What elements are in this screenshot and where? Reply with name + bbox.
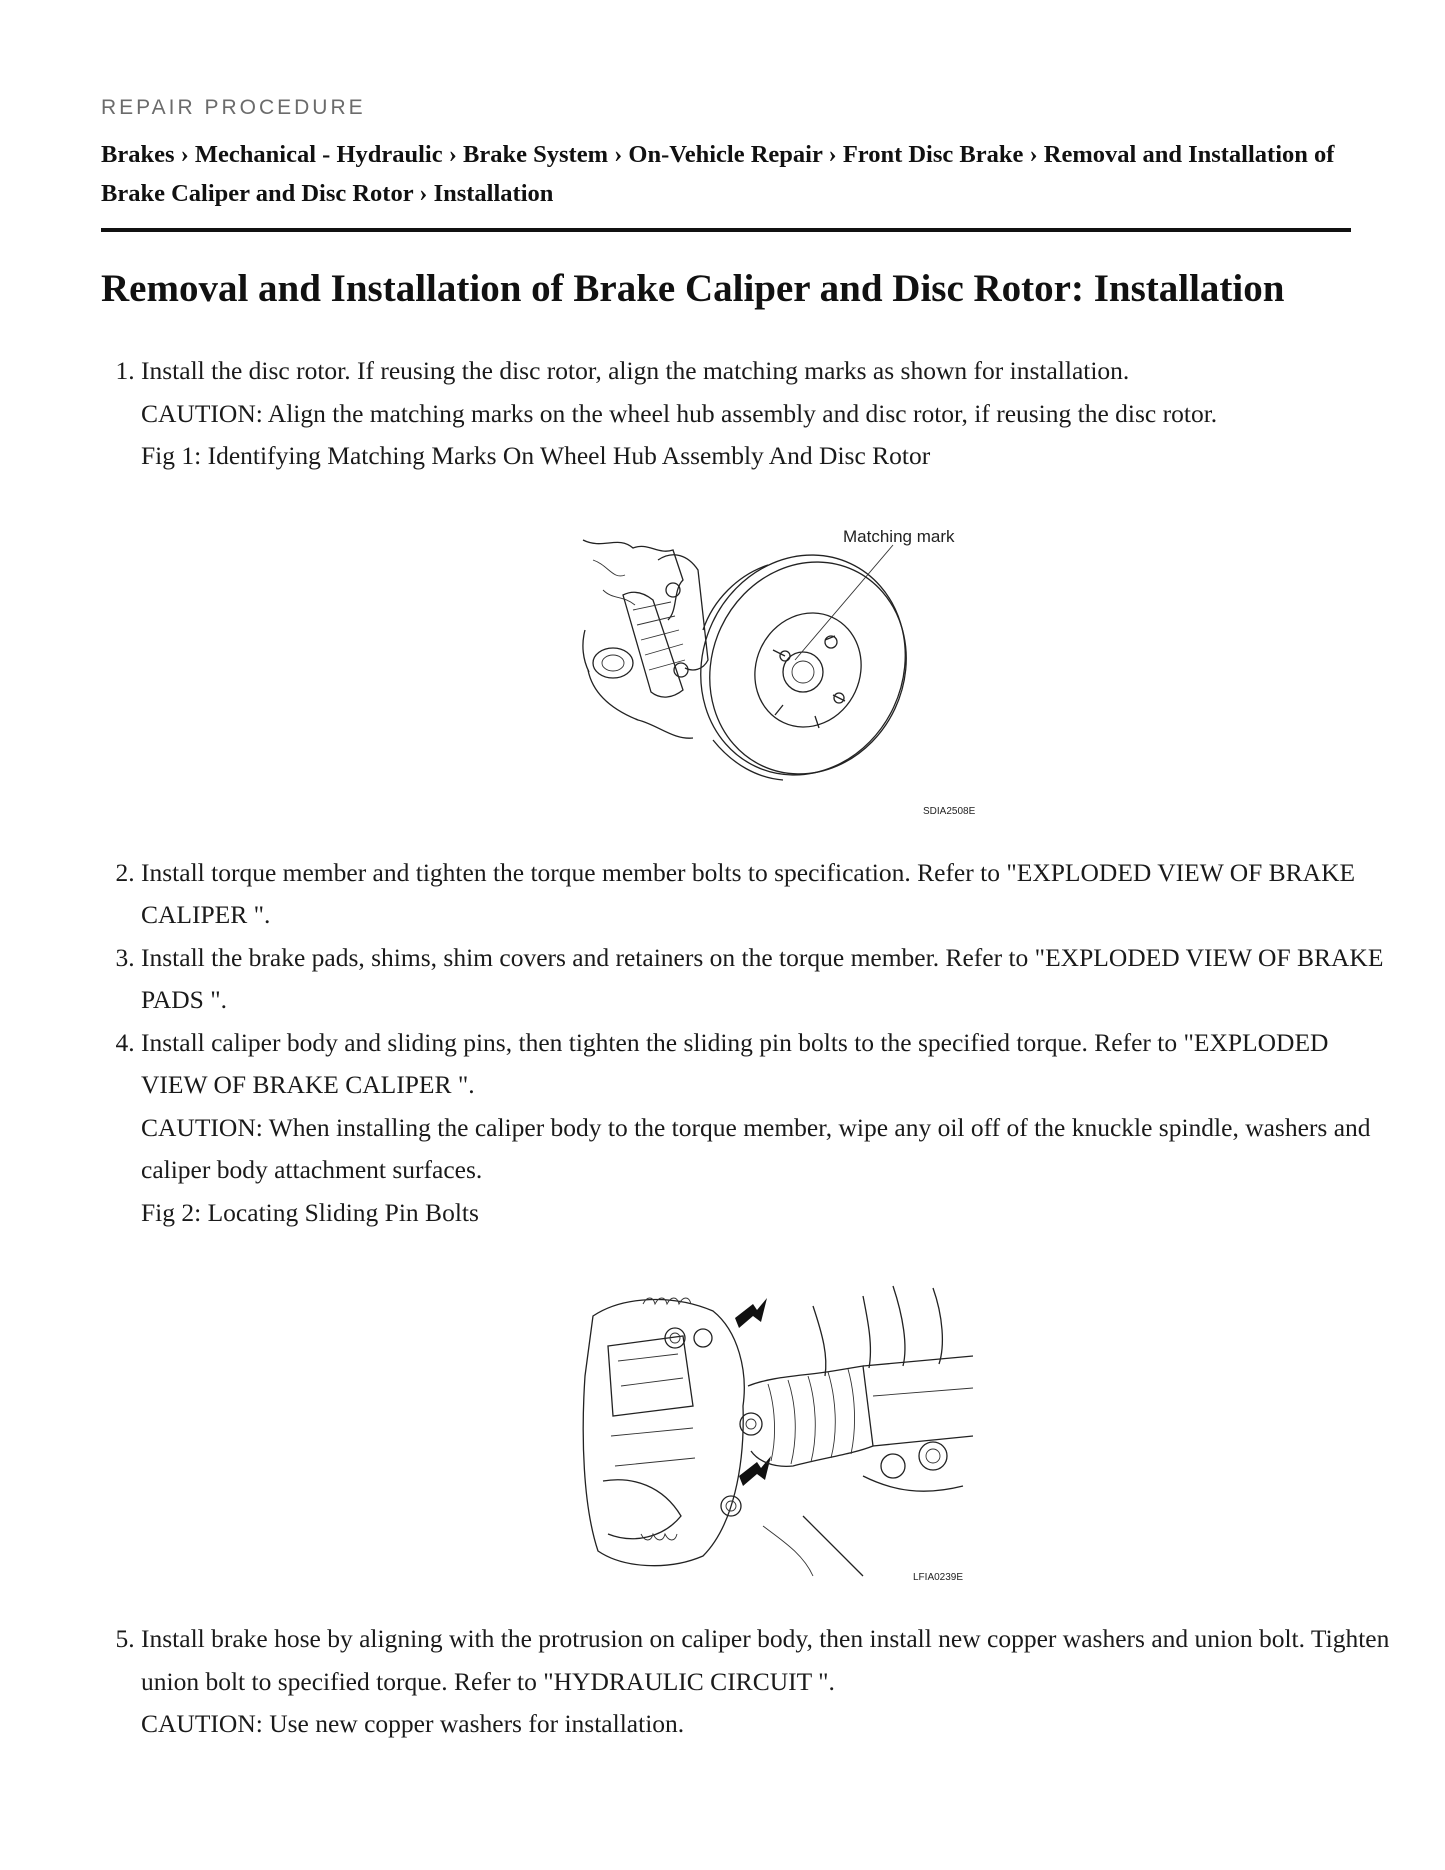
breadcrumb-separator: ›: [419, 180, 434, 207]
figure-1-illustration: [563, 520, 983, 820]
step-4-caution: CAUTION: When installing the caliper body to the torque member, wipe any oil off of the knuckle spindle, washers and caliper body attachment surfaces.: [141, 1112, 1371, 1184]
step-1-caution: CAUTION: Align the matching marks on the wheel hub assembly and disc rotor, if reusing the disc rotor.: [141, 398, 1218, 428]
figure-2-caption: Fig 2: Locating Sliding Pin Bolts: [141, 1197, 479, 1227]
step-4: [141, 1022, 1391, 1587]
figure-1-code: SDIA2508E: [923, 805, 976, 817]
section-kicker: REPAIR PROCEDURE: [101, 96, 366, 119]
figure-1-callout-label: Matching mark: [843, 526, 955, 546]
step-1: [141, 350, 1391, 820]
step-4-instruction: 4. Install caliper body and sliding pins, then tighten the sliding pin bolts to the specified torque. Refer to "EXPLODED VIEW OF BRAKE CALIPER ".: [141, 1027, 1329, 1099]
figure-1-caption: Fig 1: Identifying Matching Marks On Wheel Hub Assembly And Disc Rotor: [141, 441, 931, 470]
step-2: [141, 852, 1391, 937]
step-5-instruction: 5. Install brake hose by aligning with the protrusion on caliper body, then install new copper washers and union bolt. Tighten union bolt to specified torque. Refer to "HYDRAULIC CIRCUIT ".: [141, 1624, 1390, 1696]
breadcrumb-item[interactable]: Mechanical - Hydraulic: [194, 141, 443, 168]
breadcrumb-item[interactable]: Removal and Installation of Brake Caliper and Disc Rotor: [101, 141, 1335, 207]
breadcrumb-separator: ›: [180, 141, 195, 168]
breadcrumb: [101, 135, 1351, 213]
step-2-instruction: 2. Install torque member and tighten the torque member bolts to specification. Refer to "EXPLODED VIEW OF BRAKE CALIPER ".: [141, 857, 1356, 929]
step-1-instruction: 1. Install the disc rotor. If reusing the disc rotor, align the matching marks as shown for installation.: [141, 356, 1130, 385]
breadcrumb-item[interactable]: Brake System: [463, 141, 608, 168]
breadcrumb-item[interactable]: Front Disc Brake: [842, 141, 1024, 168]
step-5-caution: CAUTION: Use new copper washers for installation.: [141, 1709, 685, 1738]
header-divider: [101, 228, 1351, 232]
breadcrumb-separator: ›: [1029, 141, 1044, 168]
breadcrumb-item[interactable]: On-Vehicle Repair: [628, 141, 823, 168]
step-3-instruction: 3. Install the brake pads, shims, shim covers and retainers on the torque member. Refer to "EXPLODED VIEW OF BRAKE PADS ".: [141, 942, 1384, 1014]
figure-2-illustration: [563, 1276, 983, 1586]
procedure-steps: [101, 350, 1391, 1746]
figure-2-code: LFIA0239E: [913, 1572, 964, 1583]
breadcrumb-separator: ›: [614, 141, 629, 168]
breadcrumb-separator: ›: [448, 141, 464, 168]
breadcrumb-item[interactable]: Brakes: [101, 141, 175, 168]
breadcrumb-separator: ›: [828, 141, 843, 168]
breadcrumb-current: Installation: [433, 180, 554, 207]
step-5: [141, 1618, 1391, 1746]
page-title: Removal and Installation of Brake Caliper and Disc Rotor: Installation: [101, 267, 1285, 310]
step-3: [141, 937, 1391, 1022]
